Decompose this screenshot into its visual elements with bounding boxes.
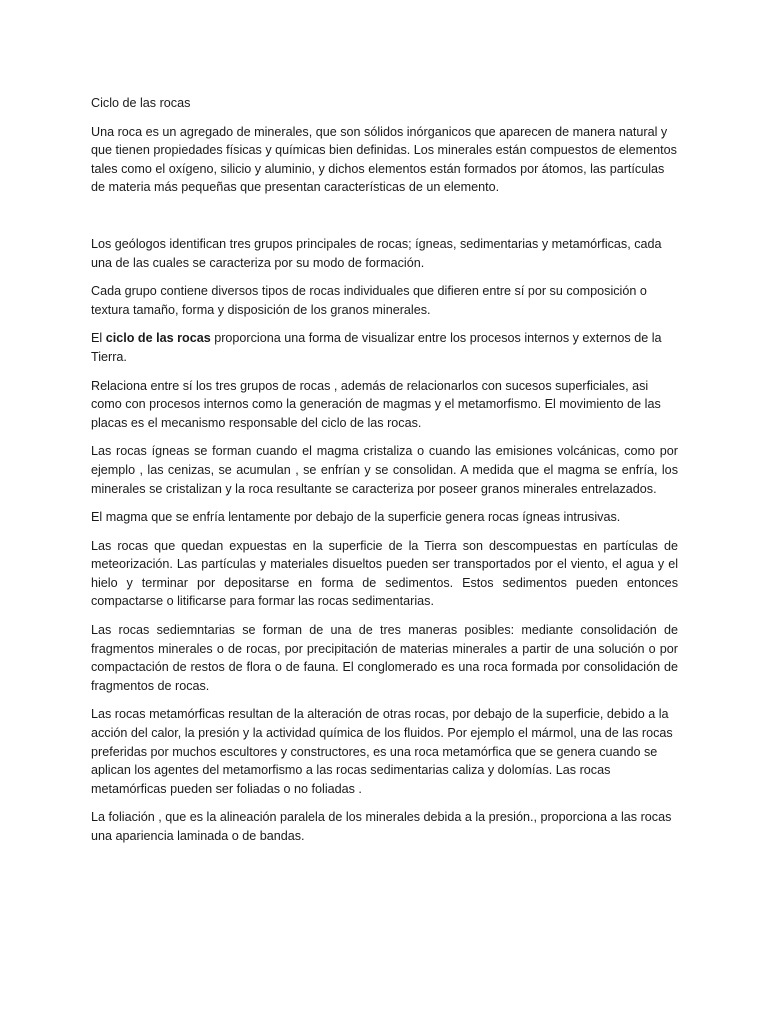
rock-cycle-prefix: El [91,331,106,346]
document-body [91,94,678,856]
document-title: Ciclo de las rocas [91,96,191,110]
paragraph-metamorphic-rocks: Las rocas metamórficas resultan de la alteración de otras rocas, por debajo de la superficie, debido a la acción del calor, la presión y la actividad química de los fluidos. Por ejemplo el mármol, una de las rocas preferidas por muchos escultores y constructores, es una roca metamórfica que se genera cuando se aplican los agentes del metamorfismo a las rocas sedimentarias caliza y dolomías. Las rocas metamórficas pueden ser foliadas o no foliadas . [91,707,673,796]
paragraph-weathering: Las rocas que quedan expuestas en la superficie de la Tierra son descompuestas en partículas de meteorización. Las partículas y materiales disueltos pueden ser transportados por el viento, el agua y el hielo y terminar por depositarse en forma de sedimentos. Estos sedimentos pueden entonces compactarse o litificarse para formar las rocas sedimentarias. [91,538,678,609]
rock-cycle-suffix: proporciona una forma de visualizar entre los procesos internos y externos de la Tierra. [91,331,662,364]
paragraph-rock-definition: Una roca es un agregado de minerales, que son sólidos inórganicos que aparecen de manera natural y que tienen propiedades físicas y químicas bien definidas. Los minerales están compuestos de elementos tales como el oxígeno, silicio y aluminio, y dichos elementos están formados por átomos, las partículas de materia más pequeñas que presentan características de un elemento. [91,124,677,195]
paragraph-relations: Relaciona entre sí los tres grupos de rocas , además de relacionarlos con sucesos superficiales, asi como con procesos internos como la generación de magmas y el metamorfismo. El movimiento de las placas es el mecanismo responsable del ciclo de las rocas. [91,378,661,430]
paragraph-rock-groups: Los geólogos identifican tres grupos principales de rocas; ígneas, sedimentarias y metamórficas, cada una de las cuales se caracteriza por su modo de formación. [91,236,662,270]
paragraph-igneous-rocks: Las rocas ígneas se forman cuando el magma cristaliza o cuando las emisiones volcánicas, como por ejemplo , las cenizas, se acumulan , se enfrían y se consolidan. A medida que el magma se enfría, los minerales se cristalizan y la roca resultante se caracteriza por poseer granos minerales entrelazados. [91,444,678,496]
paragraph-rock-cycle [91,329,678,366]
paragraph-intrusive-rocks: El magma que se enfría lentamente por debajo de la superficie genera rocas ígneas intrusivas. [91,510,621,525]
paragraph-sedimentary-rocks: Las rocas sediemntarias se forman de una de tres maneras posibles: mediante consolidación de fragmentos minerales o de rocas, por precipitación de materias minerales a partir de una solución o por compactación de restos de flora o de fauna. El conglomerado es una roca formada por consolidación de fragmentos de rocas. [91,623,678,693]
rock-cycle-term: ciclo de las rocas [105,331,211,346]
blank-line [91,207,678,235]
paragraph-group-composition: Cada grupo contiene diversos tipos de rocas individuales que difieren entre sí por su composición o textura tamaño, forma y disposición de los granos minerales. [91,284,647,317]
paragraph-foliation: La foliación , que es la alineación paralela de los minerales debida a la presión., proporciona a las rocas una apariencia laminada o de bandas. [91,810,672,843]
